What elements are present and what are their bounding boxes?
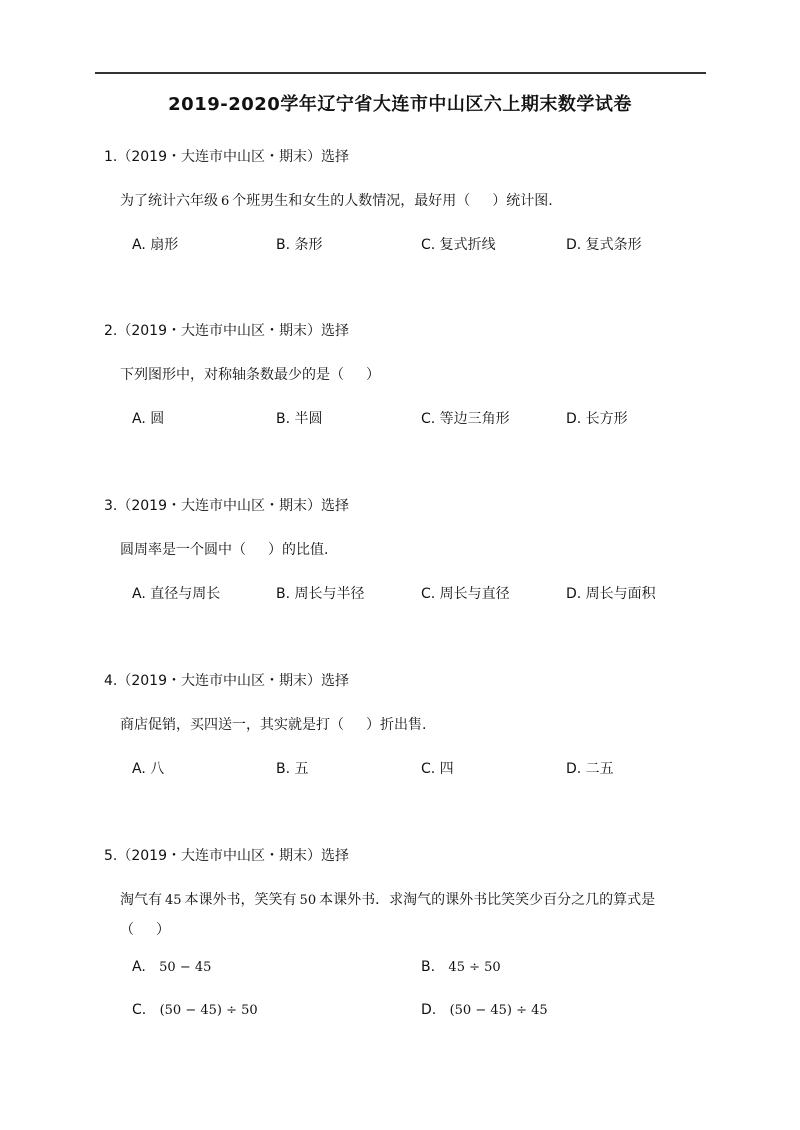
question-stem: 下列图形中，对称轴条数最少的是（ ）	[120, 367, 380, 383]
option-a[interactable]: A. 50 − 45	[132, 959, 212, 975]
option-c[interactable]: C. (50 − 45) ÷ 50	[132, 1002, 258, 1018]
option-c[interactable]: C. 四	[421, 761, 454, 777]
question-header: 1.（2019・大连市中山区・期末）选择	[104, 149, 349, 165]
option-b[interactable]: B. 半圆	[276, 411, 323, 427]
question-header: 3.（2019・大连市中山区・期末）选择	[104, 498, 349, 514]
option-d[interactable]: D. 长方形	[566, 411, 628, 427]
option-a[interactable]: A. 扇形	[132, 237, 179, 253]
option-b[interactable]: B. 条形	[276, 237, 323, 253]
option-a[interactable]: A. 直径与周长	[132, 586, 221, 602]
question-header: 2.（2019・大连市中山区・期末）选择	[104, 323, 349, 339]
question-header: 5.（2019・大连市中山区・期末）选择	[104, 848, 349, 864]
option-b[interactable]: B. 五	[276, 761, 309, 777]
question-header: 4.（2019・大连市中山区・期末）选择	[104, 673, 349, 689]
option-d[interactable]: D. 复式条形	[566, 237, 642, 253]
option-c[interactable]: C. 周长与直径	[421, 586, 510, 602]
option-a[interactable]: A. 圆	[132, 411, 165, 427]
question-stem: 为了统计六年级 6 个班男生和女生的人数情况，最好用（ ）统计图.	[120, 193, 553, 209]
option-c[interactable]: C. 等边三角形	[421, 411, 510, 427]
option-d[interactable]: D. (50 − 45) ÷ 45	[421, 1002, 548, 1018]
option-d[interactable]: D. 二五	[566, 761, 614, 777]
question-stem: 商店促销，买四送一，其实就是打（ ）折出售.	[120, 717, 427, 733]
option-b[interactable]: B. 45 ÷ 50	[421, 959, 501, 975]
question-stem: 淘气有 45 本课外书，笑笑有 50 本课外书．求淘气的课外书比笑笑少百分之几的算式是	[120, 892, 656, 908]
top-rule	[95, 72, 706, 74]
option-d[interactable]: D. 周长与面积	[566, 586, 656, 602]
option-c[interactable]: C. 复式折线	[421, 237, 496, 253]
question-stem-line2: （ ）	[120, 922, 170, 938]
option-b[interactable]: B. 周长与半径	[276, 586, 365, 602]
question-stem: 圆周率是一个圆中（ ）的比值.	[120, 542, 329, 558]
option-a[interactable]: A. 八	[132, 761, 165, 777]
page-title: 2019-2020学年辽宁省大连市中山区六上期末数学试卷	[168, 94, 632, 115]
